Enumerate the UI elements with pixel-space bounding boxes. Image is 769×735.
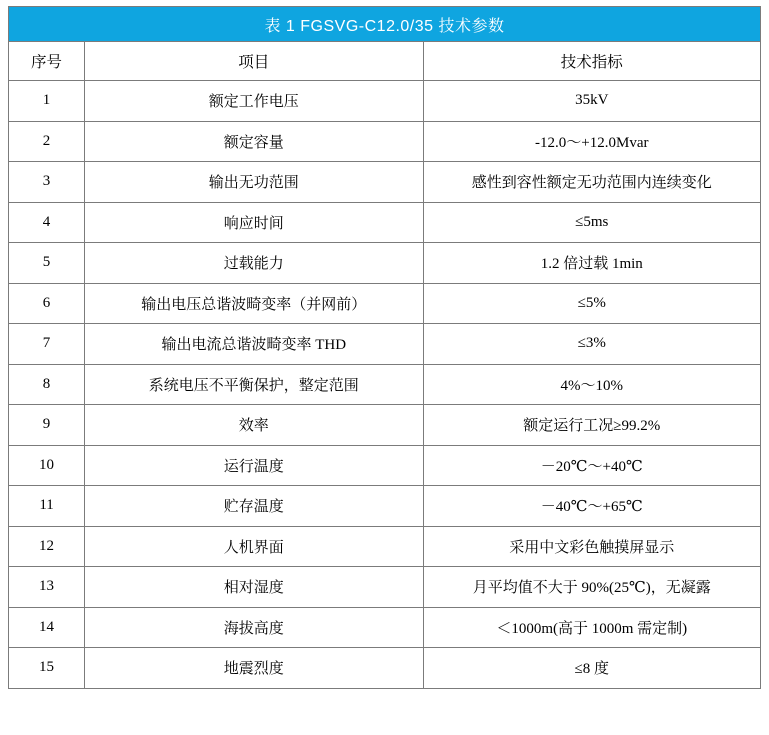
cell-spec: 月平均值不大于 90%(25℃)，无凝露 bbox=[423, 567, 760, 608]
table-row bbox=[9, 283, 761, 324]
cell-item: 输出无功范围 bbox=[85, 162, 423, 203]
cell-no: 13 bbox=[9, 567, 85, 608]
cell-item: 贮存温度 bbox=[85, 486, 423, 527]
cell-spec: ≤8 度 bbox=[423, 648, 760, 689]
cell-no: 8 bbox=[9, 364, 85, 405]
table-row bbox=[9, 121, 761, 162]
cell-item: 系统电压不平衡保护，整定范围 bbox=[85, 364, 423, 405]
column-header-item: 项目 bbox=[85, 42, 423, 81]
cell-no: 4 bbox=[9, 202, 85, 243]
cell-no: 1 bbox=[9, 81, 85, 122]
table-row bbox=[9, 607, 761, 648]
cell-spec: ≤5ms bbox=[423, 202, 760, 243]
cell-spec: ≤5% bbox=[423, 283, 760, 324]
technical-parameters-table bbox=[8, 6, 761, 689]
cell-spec: ＜1000m(高于 1000m 需定制) bbox=[423, 607, 760, 648]
cell-no: 15 bbox=[9, 648, 85, 689]
table-row bbox=[9, 526, 761, 567]
cell-no: 14 bbox=[9, 607, 85, 648]
cell-spec: －20℃～+40℃ bbox=[423, 445, 760, 486]
cell-item: 额定工作电压 bbox=[85, 81, 423, 122]
cell-spec: 额定运行工况≥99.2% bbox=[423, 405, 760, 446]
cell-spec: 1.2 倍过载 1min bbox=[423, 243, 760, 284]
cell-no: 3 bbox=[9, 162, 85, 203]
cell-item: 海拔高度 bbox=[85, 607, 423, 648]
cell-no: 9 bbox=[9, 405, 85, 446]
cell-spec: －40℃～+65℃ bbox=[423, 486, 760, 527]
table-body bbox=[9, 7, 761, 689]
table-row bbox=[9, 202, 761, 243]
cell-spec: 感性到容性额定无功范围内连续变化 bbox=[423, 162, 760, 203]
table-row bbox=[9, 405, 761, 446]
table-title-row bbox=[9, 7, 761, 42]
cell-item: 输出电压总谐波畸变率（并网前） bbox=[85, 283, 423, 324]
cell-spec: 35kV bbox=[423, 81, 760, 122]
cell-item: 相对湿度 bbox=[85, 567, 423, 608]
table-header-row bbox=[9, 42, 761, 81]
table-row bbox=[9, 243, 761, 284]
cell-item: 效率 bbox=[85, 405, 423, 446]
cell-spec: -12.0～+12.0Mvar bbox=[423, 121, 760, 162]
cell-no: 10 bbox=[9, 445, 85, 486]
cell-spec: 采用中文彩色触摸屏显示 bbox=[423, 526, 760, 567]
cell-item: 额定容量 bbox=[85, 121, 423, 162]
cell-item: 人机界面 bbox=[85, 526, 423, 567]
column-header-spec: 技术指标 bbox=[423, 42, 760, 81]
cell-no: 11 bbox=[9, 486, 85, 527]
table-title: 表 1 FGSVG-C12.0/35 技术参数 bbox=[9, 7, 761, 42]
table-row bbox=[9, 324, 761, 365]
cell-item: 响应时间 bbox=[85, 202, 423, 243]
cell-no: 7 bbox=[9, 324, 85, 365]
cell-spec: ≤3% bbox=[423, 324, 760, 365]
table-row bbox=[9, 648, 761, 689]
cell-item: 过载能力 bbox=[85, 243, 423, 284]
table-row bbox=[9, 445, 761, 486]
cell-spec: 4%～10% bbox=[423, 364, 760, 405]
table-row bbox=[9, 81, 761, 122]
table-row bbox=[9, 162, 761, 203]
table-row bbox=[9, 364, 761, 405]
table-row bbox=[9, 567, 761, 608]
cell-no: 5 bbox=[9, 243, 85, 284]
cell-item: 地震烈度 bbox=[85, 648, 423, 689]
cell-no: 12 bbox=[9, 526, 85, 567]
cell-item: 运行温度 bbox=[85, 445, 423, 486]
cell-no: 2 bbox=[9, 121, 85, 162]
cell-item: 输出电流总谐波畸变率 THD bbox=[85, 324, 423, 365]
cell-no: 6 bbox=[9, 283, 85, 324]
table-row bbox=[9, 486, 761, 527]
column-header-no: 序号 bbox=[9, 42, 85, 81]
